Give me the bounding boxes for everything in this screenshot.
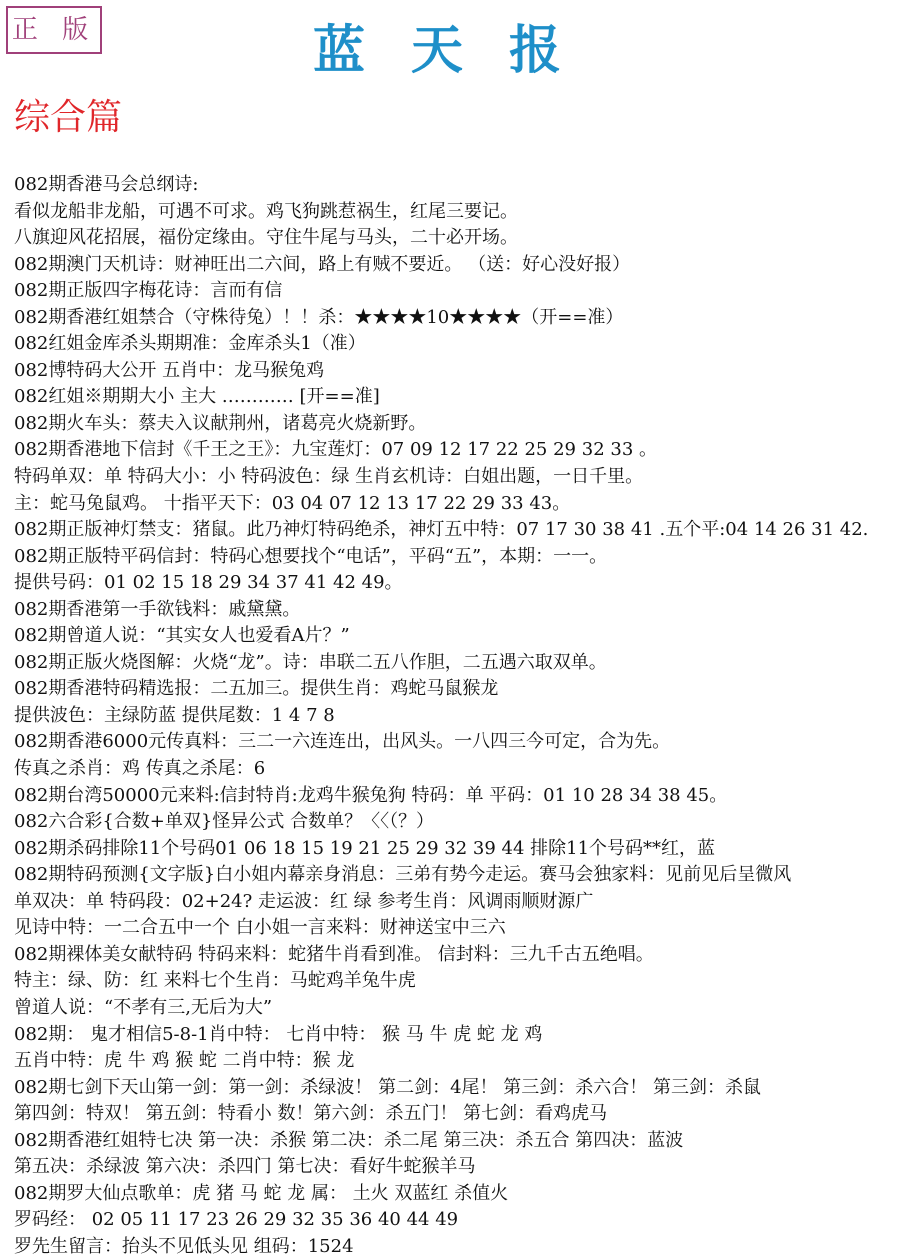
text-line: 082期罗大仙点歌单：虎 猪 马 蛇 龙 属： 土火 双蓝红 杀值火 [14, 1182, 509, 1204]
text-line: 特主：绿、防：红 来料七个生肖：马蛇鸡羊兔牛虎 [14, 970, 416, 992]
text-line: 082期香港地下信封《千王之王》：九宝莲灯：07 09 12 17 22 25 29 32 33 。 [14, 439, 657, 461]
text-line: 082博特码大公开 五肖中：龙马猴兔鸡 [14, 359, 325, 381]
text-line: 082期香港马会总纲诗: [14, 174, 199, 195]
text-line: 082期香港特码精选报：二五加三。提供生肖：鸡蛇马鼠猴龙 [14, 678, 499, 700]
text-line: 082期正版特平码信封：特码心想要找个“电话”，平码“五”，本期：一一。 [14, 545, 608, 567]
text-line: 082期正版火烧图解：火烧“龙”。诗：串联二五八作胆，二五遇六取双单。 [14, 651, 607, 673]
text-line: 082期七剑下天山第一剑：第一剑：杀绿波！ 第二剑：4尾！ 第三剑：杀六合！ 第三剑：杀鼠 [14, 1076, 761, 1098]
text-lines [14, 172, 894, 1260]
text-line: 082期台湾50000元来料:信封特肖:龙鸡牛猴兔狗 特码：单 平码：01 10 28 34 38 45。 [14, 784, 728, 806]
text-line: 082期正版四字梅花诗：言而有信 [14, 280, 283, 302]
text-line: 八旗迎风花招展，福份定缘由。守住牛尾与马头，二十必开场。 [14, 227, 518, 249]
text-line: 082期香港红姐禁合（守株待兔）！！杀：★★★★10★★★★（开==准） [14, 306, 624, 328]
text-line: 传真之杀肖：鸡 传真之杀尾：6 [14, 758, 266, 780]
text-line: 提供波色：主绿防蓝 提供尾数：1 4 7 8 [14, 704, 335, 726]
text-line: 082期杀码排除11个号码01 06 18 15 19 21 25 29 32 39 44 排除11个号码**红，蓝 [14, 837, 716, 859]
text-line: 082期： 鬼才相信5-8-1肖中特： 七肖中特： 猴 马 牛 虎 蛇 龙 鸡 [14, 1023, 543, 1045]
text-line: 曾道人说：“不孝有三,无后为大” [14, 996, 273, 1018]
text-line: 主：蛇马兔鼠鸡。 十指平天下：03 04 07 12 13 17 22 29 33 43。 [14, 492, 571, 514]
text-line: 特码单双：单 特码大小：小 特码波色：绿 生肖玄机诗：白姐出题，一日千里。 [14, 466, 644, 488]
edition-badge: 正 版 [6, 6, 102, 54]
text-line: 082期香港第一手欲钱料：戚黛黛。 [14, 598, 301, 620]
text-line: 082红姐※期期大小 主大 ………… [开==准] [14, 386, 380, 408]
newspaper-title: 蓝天报 [312, 21, 607, 81]
text-line: 罗先生留言：抬头不见低头见 组码：1524 [14, 1235, 354, 1257]
text-line: 082期特码预测{文字版}白小姐内幕亲身消息：三弟有势今走运。赛马会独家料：见前见后呈微风 [14, 864, 792, 886]
text-line: 第四剑：特双！ 第五剑：特看小 数！第六剑：杀五门！ 第七剑：看鸡虎马 [14, 1103, 608, 1125]
text-line: 082期裸体美女献特码 特码来料：蛇猪牛肖看到准。 信封料：三九千古五绝唱。 [14, 943, 654, 965]
text-line: 082期香港红姐特七决 第一决：杀猴 第二决：杀二尾 第三决：杀五合 第四决：蓝波 [14, 1129, 684, 1151]
text-line: 见诗中特：一二合五中一个 白小姐一言来料：财神送宝中三六 [14, 917, 506, 939]
text-line: 提供号码：01 02 15 18 29 34 37 41 42 49。 [14, 572, 403, 594]
text-line: 082期火车头：蔡夫入议献荆州，诸葛亮火烧新野。 [14, 412, 427, 434]
text-line: 082期澳门天机诗：财神旺出二六间，路上有贼不要近。 （送：好心没好报） [14, 253, 631, 275]
text-line: 五肖中特：虎 牛 鸡 猴 蛇 二肖中特：猴 龙 [14, 1050, 355, 1072]
text-line: 082期香港6000元传真料：三二一六连连出，出风头。一八四三今可定，合为先。 [14, 731, 671, 753]
text-line: 082期正版神灯禁支：猪鼠。此乃神灯特码绝杀，神灯五中特：07 17 30 38 41 .五个平:04 14 26 31 42. [14, 519, 869, 541]
text-line: 082期曾道人说：“其实女人也爱看A片？” [14, 625, 350, 647]
section-heading: 综合篇 [14, 97, 123, 138]
text-line: 082六合彩{合数+单双}怪异公式 合数单？〈〈（？） [14, 811, 435, 833]
text-line: 082红姐金库杀头期期准：金库杀头1（准） [14, 333, 366, 355]
text-line: 看似龙船非龙船，可遇不可求。鸡飞狗跳惹祸生，红尾三要记。 [14, 200, 518, 222]
text-line: 单双决：单 特码段：02+24? 走运波：红 绿 参考生肖：风调雨顺财源广 [14, 890, 594, 912]
text-line: 罗码经： 02 05 11 17 23 26 29 32 35 36 40 44 49 [14, 1209, 459, 1231]
text-line: 第五决：杀绿波 第六决：杀四门 第七决：看好牛蛇猴羊马 [14, 1156, 476, 1178]
